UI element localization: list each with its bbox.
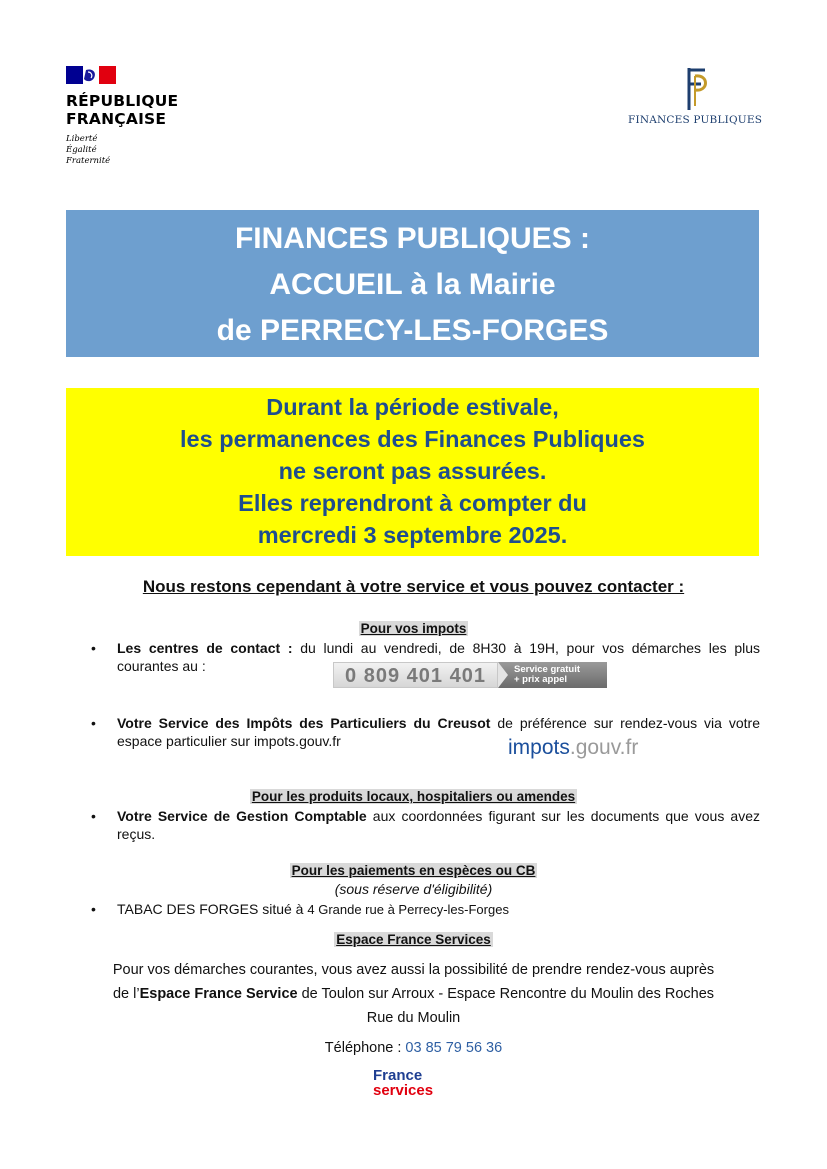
republique-francaise-name: RÉPUBLIQUE FRANÇAISE xyxy=(66,92,179,128)
section-heading-france-services xyxy=(0,932,827,947)
summer-notice xyxy=(66,388,759,556)
france-services-phone-label: Téléphone : xyxy=(324,1040,406,1056)
sgc-label: Votre Service de Gestion Comptable xyxy=(117,808,367,824)
bullet-icon: • xyxy=(91,901,96,917)
marianne-flag-icon xyxy=(66,66,116,84)
france-services-line-3: Rue du Moulin xyxy=(366,1010,461,1026)
title-banner xyxy=(66,210,759,357)
contact-intro: Nous restons cependant à votre service et vous pouvez contacter : xyxy=(142,577,685,596)
france-services-phone xyxy=(0,1040,827,1056)
phone-number[interactable]: 0 809 401 401 xyxy=(333,662,498,688)
sgc-text: aux coordonnées figurant sur les documents que vous avez reçus. xyxy=(117,808,761,842)
section-heading-impots-label: Pour vos impots xyxy=(360,621,467,636)
phone-number-badge[interactable] xyxy=(333,662,607,688)
finances-publiques-logo-text: FINANCES PUBLIQUES xyxy=(628,114,763,126)
section-heading-impots xyxy=(0,621,827,636)
finances-publiques-logo xyxy=(628,66,762,126)
impots-logo-tld: .gouv.fr xyxy=(569,736,639,759)
title-line-2: ACCUEIL à la Mairie xyxy=(269,268,556,301)
title-line-1: FINANCES PUBLIQUES : xyxy=(234,222,591,255)
section-heading-paiements xyxy=(0,863,827,878)
section-heading-produits-locaux-label: Pour les produits locaux, hospitaliers ou amendes xyxy=(251,789,576,804)
france-services-line-2-bold: Espace France Service xyxy=(139,986,298,1002)
france-services-line-2 xyxy=(0,982,827,1006)
france-services-logo-line-1: France xyxy=(373,1067,423,1084)
title-line-3: de PERRECY-LES-FORGES xyxy=(216,314,609,347)
france-services-logo-line-2: services xyxy=(373,1082,434,1099)
republique-francaise-logo xyxy=(66,66,196,167)
impots-logo-name: impots xyxy=(508,736,570,759)
impots-gouv-logo[interactable] xyxy=(508,736,638,760)
tabac-address: 4 Grande rue à Perrecy-les-Forges xyxy=(307,902,509,917)
list-item-tabac xyxy=(91,900,760,919)
tabac-name: TABAC DES FORGES situé à xyxy=(117,901,308,917)
france-services-line-1: Pour vos démarches courantes, vous avez aussi la possibilité de prendre rendez-vous auprès xyxy=(112,962,715,978)
notice-line-4: Elles reprendront à compter du xyxy=(238,490,587,516)
france-services-phone-number[interactable]: 03 85 79 56 36 xyxy=(405,1040,503,1056)
contact-centres-label: Les centres de contact : xyxy=(117,640,293,656)
bullet-icon: • xyxy=(91,715,96,731)
notice-line-1: Durant la période estivale, xyxy=(266,394,559,420)
sip-text: de préférence sur rendez-vous via votre espace particulier sur impots.gouv.fr xyxy=(117,715,760,749)
notice-line-3: ne seront pas assurées. xyxy=(278,458,547,484)
bullet-icon: • xyxy=(91,808,96,824)
notice-line-5: mercredi 3 septembre 2025. xyxy=(257,522,568,548)
list-item-sip xyxy=(91,714,760,750)
section-heading-paiements-label: Pour les paiements en espèces ou CB xyxy=(291,863,536,878)
eligibility-note: (sous réserve d'éligibilité) xyxy=(334,881,493,897)
france-services-logo xyxy=(373,1068,433,1098)
france-services-line-2-prefix: de l’ xyxy=(112,986,140,1002)
notice-line-2: les permanences des Finances Publiques xyxy=(180,426,645,452)
republique-motto: Liberté Égalité Fraternité xyxy=(66,134,111,166)
section-heading-france-services-label: Espace France Services xyxy=(336,932,491,947)
list-item-sgc xyxy=(91,807,761,843)
bullet-icon: • xyxy=(91,640,96,656)
section-heading-produits-locaux xyxy=(0,789,827,804)
contact-centres-text: du lundi au vendredi, de 8H30 à 19H, pour vos démarches les plus courantes au : xyxy=(117,640,761,674)
france-services-line-2-suffix: de Toulon sur Arroux - Espace Rencontre du Moulin des Roches xyxy=(297,986,715,1002)
finances-publiques-emblem-icon xyxy=(675,66,715,112)
phone-pricing-note: Service gratuit + prix appel xyxy=(498,662,607,688)
sip-label: Votre Service des Impôts des Particuliers du Creusot xyxy=(117,715,491,731)
